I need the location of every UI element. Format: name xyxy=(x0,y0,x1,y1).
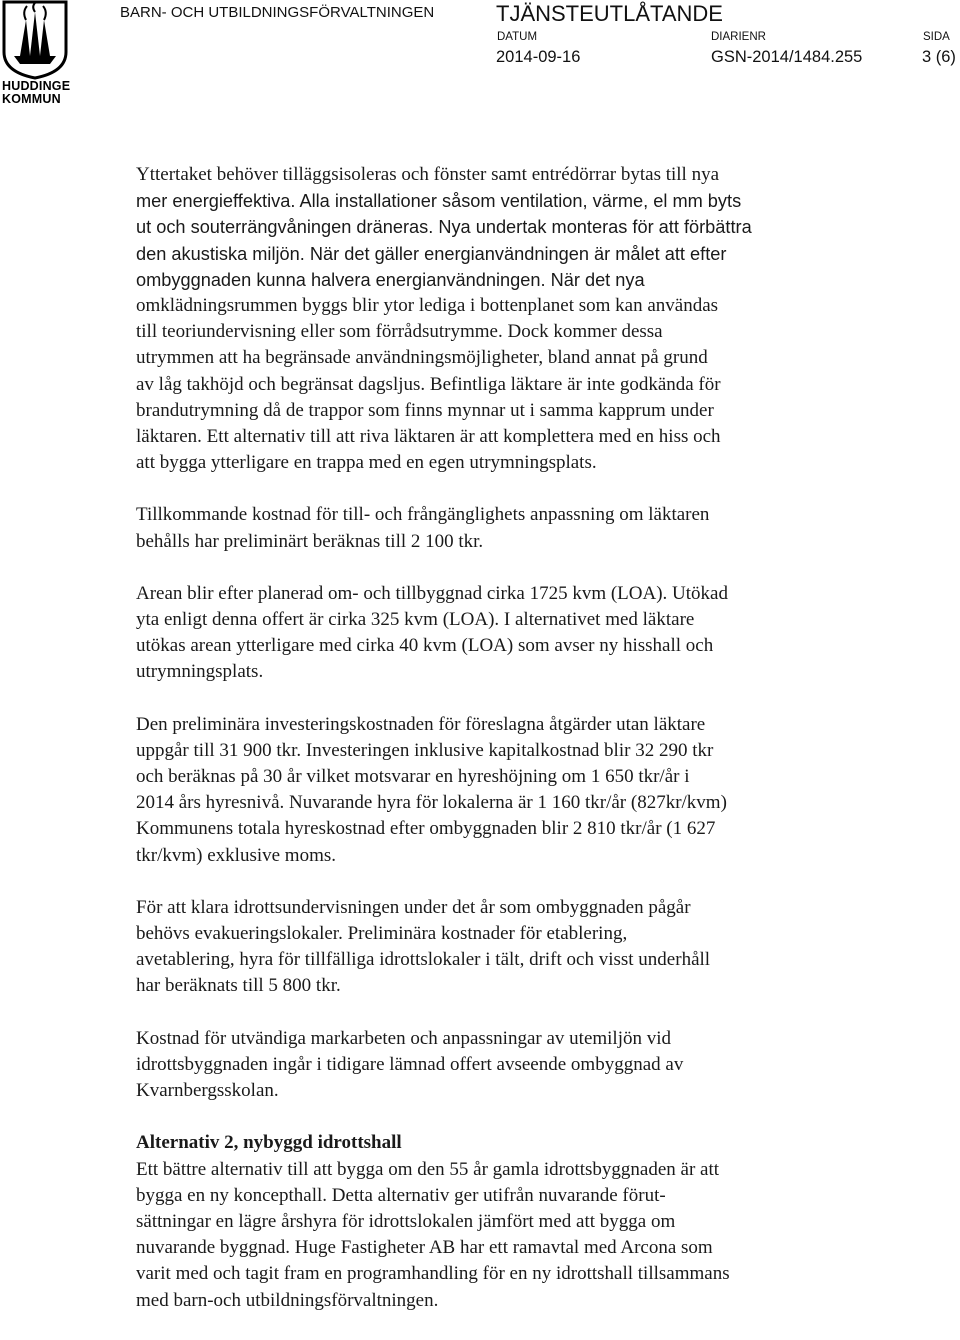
text-line: Yttertaket behöver tilläggsisoleras och fönster samt entrédörrar bytas till nya xyxy=(136,164,720,185)
text-line: den akustiska miljön. När det gäller energianvändningen är målet att efter xyxy=(136,243,727,264)
paragraph-area xyxy=(136,581,856,686)
text-line: utrymmen att ha begränsade användningsmöjligheter, bland annat på grund xyxy=(136,347,708,369)
page-number: 3 (6) xyxy=(922,48,956,66)
text-line: omklädningsrummen byggs blir ytor lediga i bottenplanet som kan användas xyxy=(136,295,719,317)
text-line: sättningar en lägre årshyra för idrottslokalen jämfört med att bygga om xyxy=(136,1210,676,1232)
text-line: ut och souterrängvåningen dräneras. Nya undertak monteras för att förbättra xyxy=(136,217,752,238)
section-heading: Alternativ 2, nybyggd idrottshall xyxy=(136,1132,402,1154)
text-line: varit med och tagit fram en programhandling för en ny idrottshall tillsammans xyxy=(136,1263,730,1285)
text-line: läktaren. Ett alternativ till att riva läktaren är att komplettera med en hiss och xyxy=(136,426,721,448)
text-line: bygga en ny koncepthall. Detta alternativ ger utifrån nuvarande förut- xyxy=(136,1184,666,1206)
text-line: 2014 års hyresnivå. Nuvarande hyra för lokalerna är 1 160 tkr/år (827kr/kvm) xyxy=(136,792,727,814)
paragraph-evacuation xyxy=(136,895,856,1000)
text-line: För att klara idrottsundervisningen under det år som ombyggnaden pågår xyxy=(136,896,691,918)
text-line: att bygga ytterligare en trappa med en egen utrymningsplats. xyxy=(136,452,597,474)
text-line: nuvarande byggnad. Huge Fastigheter AB har ett ramavtal med Arcona som xyxy=(136,1237,713,1259)
paragraph-accessibility-cost xyxy=(136,502,856,554)
text-line: behövs evakueringslokaler. Preliminära kostnader för etablering, xyxy=(136,923,628,945)
text-line: mer energieffektiva. Alla installationer såsom ventilation, värme, el mm byts xyxy=(136,191,742,212)
text-line: ombyggnaden kunna halvera energianvändningen. När det nya xyxy=(136,269,645,290)
text-line: till teoriundervisning eller som förrådsutrymme. Dock kommer dessa xyxy=(136,321,663,343)
department-name: BARN- OCH UTBILDNINGSFÖRVALTNINGEN xyxy=(120,4,435,21)
text-line: Kommunens totala hyreskostnad efter ombyggnaden blir 2 810 tkr/år (1 627 xyxy=(136,818,716,840)
text-line: Kvarnbergsskolan. xyxy=(136,1080,279,1102)
diarienr-label: DIARIENR xyxy=(711,31,766,43)
paragraph-investment-cost xyxy=(136,712,856,869)
text-line: idrottsbyggnaden ingår i tidigare lämnad offert avseende ombyggnad av xyxy=(136,1053,684,1075)
text-line: avetablering, hyra för tillfälliga idrottslokaler i tält, drift och visst underhåll xyxy=(136,949,711,971)
municipality-name xyxy=(2,80,70,106)
date-label: DATUM xyxy=(497,31,538,43)
coat-of-arms-icon xyxy=(0,0,70,80)
municipality-name-line1: HUDDINGE xyxy=(2,79,71,93)
text-line: Den preliminära investeringskostnaden för föreslagna åtgärder utan läktare xyxy=(136,713,706,735)
text-line: Ett bättre alternativ till att bygga om den 55 år gamla idrottsbyggnaden är att xyxy=(136,1158,720,1180)
text-line: behålls har preliminärt beräknas till 2 100 tkr. xyxy=(136,530,484,552)
page-label: SIDA xyxy=(923,31,950,43)
text-line: Tillkommande kostnad för till- och frångänglighets anpassning om läktaren xyxy=(136,504,710,526)
municipality-name-line2: KOMMUN xyxy=(2,92,61,106)
text-line: yta enligt denna offert är cirka 325 kvm (LOA). I alternativet med läktare xyxy=(136,609,695,631)
diarienr-value: GSN-2014/1484.255 xyxy=(711,48,863,66)
text-line: utrymningsplats. xyxy=(136,661,264,683)
text-line: Kostnad för utvändiga markarbeten och anpassningar av utemiljön vid xyxy=(136,1027,672,1049)
paragraph-renovation-details xyxy=(136,162,856,476)
date-value: 2014-09-16 xyxy=(496,48,581,66)
document-type: TJÄNSTEUTLÅTANDE xyxy=(496,1,723,26)
text-line: Arean blir efter planerad om- och tillbyggnad cirka 1725 kvm (LOA). Utökad xyxy=(136,582,728,604)
text-line: tkr/kvm) exklusive moms. xyxy=(136,844,337,866)
paragraph-groundwork xyxy=(136,1026,856,1105)
text-line: och beräknas på 30 år vilket motsvarar en hyreshöjning om 1 650 tkr/år i xyxy=(136,766,690,788)
text-line: brandutrymning då de trappor som finns mynnar ut i samma kapprum under xyxy=(136,399,714,421)
document-body xyxy=(136,162,856,1340)
text-line: utökas arean ytterligare med cirka 40 kvm (LOA) som avser ny hisshall och xyxy=(136,635,714,657)
text-line: med barn-och utbildningsförvaltningen. xyxy=(136,1289,439,1311)
text-line: har beräknats till 5 800 tkr. xyxy=(136,975,341,997)
text-line: uppgår till 31 900 tkr. Investeringen inklusive kapitalkostnad blir 32 290 tkr xyxy=(136,739,714,761)
text-line: av låg takhöjd och begränsat dagsljus. Befintliga läktare är inte godkända för xyxy=(136,373,721,395)
section-alternative-2 xyxy=(136,1130,856,1313)
